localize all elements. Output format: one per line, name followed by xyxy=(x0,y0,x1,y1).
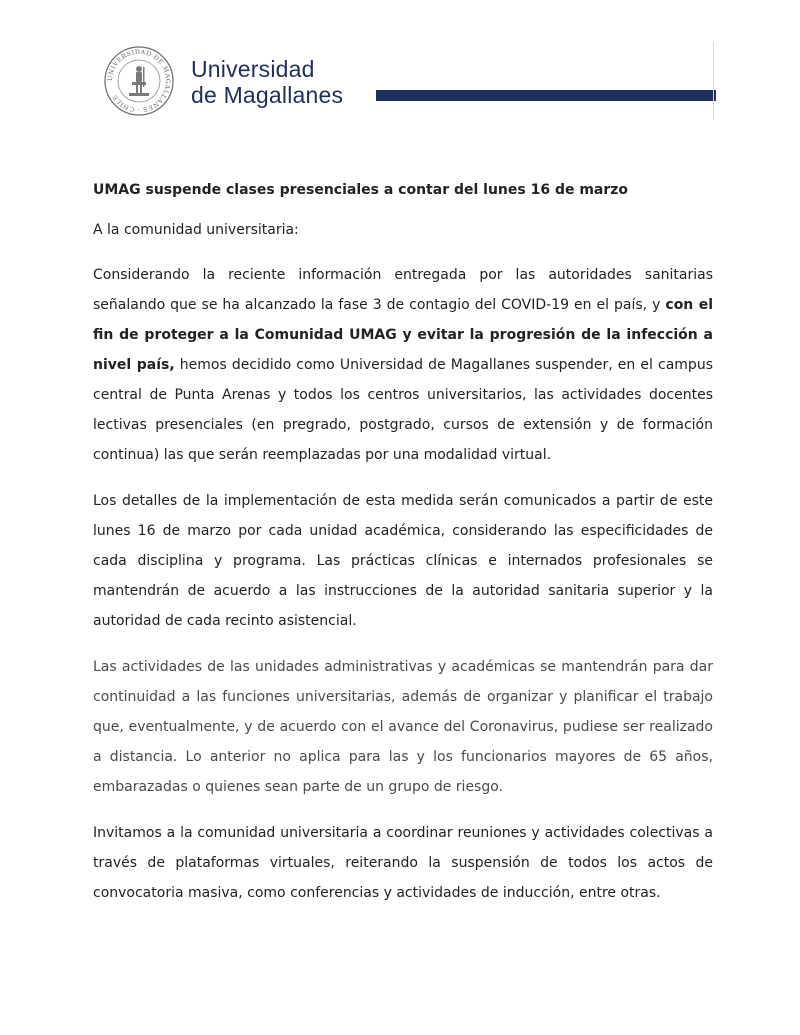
seal-text: UNIVERSIDAD DE MAGALLANES · CHILE xyxy=(106,48,172,114)
paragraph-1-part-c: hemos decidido como Universidad de Magallanes suspender, en el campus central de Punta Arenas y todos los centros universitarios, las actividades docentes lectivas presenciales (en pregrado, postgrado, cursos de extensión y de formación continua) las que serán reemplazadas por una modalidad virtual. xyxy=(93,357,713,463)
paragraph-2: Los detalles de la implementación de esta medida serán comunicados a partir de este lunes 16 de marzo por cada unidad académica, considerando las especificidades de cada disciplina y programa. Las prácticas clínicas e internados profesionales se mantendrán de acuerdo a las instrucciones de la autoridad sanitaria superior y la autoridad de cada recinto asistencial. xyxy=(93,493,713,629)
greeting: A la comunidad universitaria: xyxy=(93,222,299,238)
letter-body xyxy=(93,180,713,908)
paragraph-3: Las actividades de las unidades administrativas y académicas se mantendrán para dar continuidad a las funciones universitarias, además de organizar y planificar el trabajo que, eventualmente, y de acuerdo con el avance del Coronavirus, pudiese ser realizado a distancia. Lo anterior no aplica para las y los funcionarios mayores de 65 años, embarazadas o quienes sean parte de un grupo de riesgo. xyxy=(93,659,713,795)
paragraph-1 xyxy=(93,260,713,470)
brand-bar xyxy=(376,90,716,101)
letterhead xyxy=(0,0,800,140)
university-wordmark xyxy=(191,56,343,108)
document-title: UMAG suspende clases presenciales a contar del lunes 16 de marzo xyxy=(93,182,629,198)
paragraph-1-emphasis: con el fin de proteger a la Comunidad UMAG y evitar la progresión de la infección a nivel país, xyxy=(93,297,713,373)
wordmark-line-2: de Magallanes xyxy=(191,82,344,108)
wordmark-line-1: Universidad xyxy=(191,56,315,82)
paragraph-4: Invitamos a la comunidad universitaria a coordinar reuniones y actividades colectivas a través de plataformas virtuales, reiterando la suspensión de todos los actos de convocatoria masiva, como conferencias y actividades de inducción, entre otras. xyxy=(93,825,713,901)
paragraph-1-part-a: Considerando la reciente información entregada por las autoridades sanitarias señalando que se ha alcanzado la fase 3 de contagio del COVID-19 en el país, y xyxy=(93,267,713,313)
edge-rule xyxy=(713,42,714,120)
university-seal-icon xyxy=(103,45,175,117)
